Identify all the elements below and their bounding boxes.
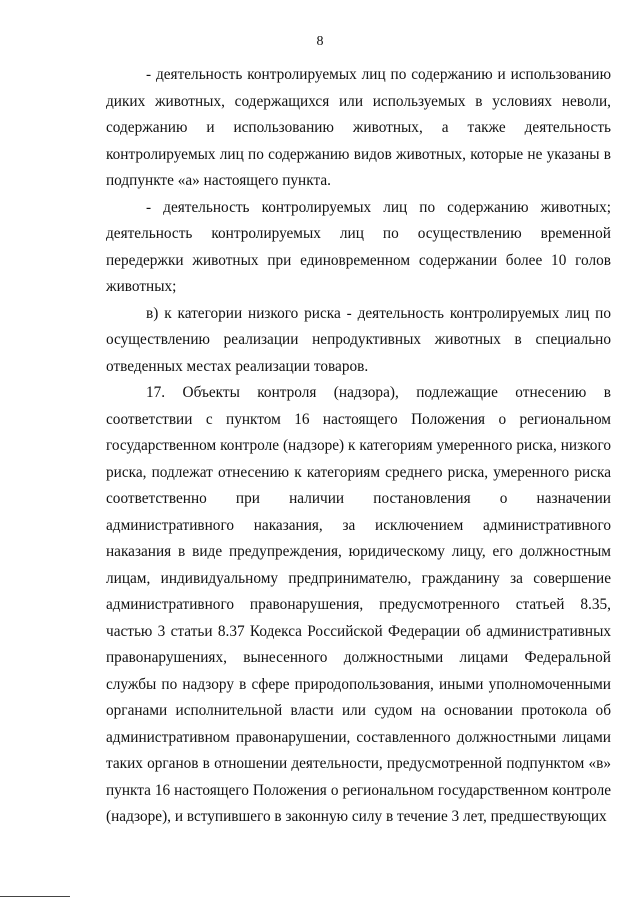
body-text [106, 62, 611, 831]
paragraph-3: в) к категории низкого риска - деятельность контролируемых лиц по осуществлению реализации непродуктивных животных в специально отведенных местах реализации товаров. [106, 304, 611, 375]
paragraph-4: 17. Объекты контроля (надзора), подлежащие отнесению в соответствии с пунктом 16 настоящего Положения о региональном государственном контроле (надзоре) к категориям умеренного риска, низкого риска, подлежат отнесению к категориям среднего риска, умеренного риска соответственно при наличии постановления о назначении административного наказания, за исключением административного наказания в виде предупреждения, юридическому лицу, его должностным лицам, индивидуальному предпринимателю, гражданину за совершение административного правонарушения, предусмотренного статьей 8.35, частью 3 статьи 8.37 Кодекса Российской Федерации об административных правонарушениях, вынесенного должностными лицами Федеральной службы по надзору в сфере природопользования, иными уполномоченными органами исполнительной власти или судом на основании протокола об административном правонарушении, составленного должностными лицами таких органов в отношении деятельности, предусмотренной подпунктом «в» пункта 16 настоящего Положения о региональном государственном контроле (надзоре), и вступившего в законную силу в течение 3 лет, предшествующих [106, 384, 611, 825]
page-number: 8 [316, 34, 324, 49]
paragraph-1: - деятельность контролируемых лиц по содержанию и использованию диких животных, содержащихся или используемых в условиях неволи, содержанию и использованию животных, а также деятельность контролируемых лиц по содержанию видов животных, которые не указаны в подпункте «а» настоящего пункта. [106, 66, 611, 189]
footer-rule [0, 896, 70, 897]
paragraph-2: - деятельность контролируемых лиц по содержанию животных; деятельность контролируемых лиц по осуществлению временной передержки животных при единовременном содержании более 10 голов животных; [106, 198, 611, 295]
